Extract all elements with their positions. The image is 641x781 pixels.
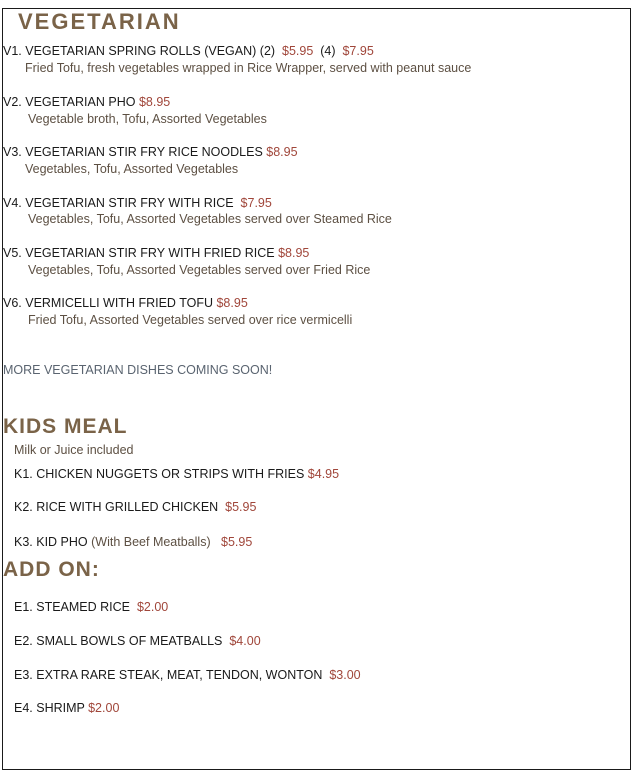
item-note: (With Beef Meatballs) <box>91 535 211 549</box>
menu-item-v3 <box>3 145 298 159</box>
item-price: $4.95 <box>307 467 340 481</box>
item-name: V3. VEGETARIAN STIR FRY RICE NOODLES <box>3 145 263 159</box>
item-name: K3. KID PHO <box>14 535 88 549</box>
menu-item-k2 <box>14 500 256 514</box>
menu-item-e3 <box>14 668 361 682</box>
menu-item-v1 <box>3 44 374 58</box>
section-title-kids-meal: KIDS MEAL <box>3 415 128 438</box>
item-name: V2. VEGETARIAN PHO <box>3 95 136 109</box>
item-description: Vegetables, Tofu, Assorted Vegetables <box>25 162 239 176</box>
section-title-vegetarian: VEGETARIAN <box>18 9 181 34</box>
vegetarian-coming-soon-note: MORE VEGETARIAN DISHES COMING SOON! <box>3 363 273 377</box>
menu-item-k1 <box>14 467 339 481</box>
item-description: Vegetables, Tofu, Assorted Vegetables served over Steamed Rice <box>28 212 392 226</box>
item-name: V5. VEGETARIAN STIR FRY WITH FRIED RICE <box>3 246 275 260</box>
item-price: $4.00 <box>229 634 261 648</box>
item-description: Vegetables, Tofu, Assorted Vegetables served over Fried Rice <box>28 263 371 277</box>
item-price: $5.95 <box>282 44 314 58</box>
item-description: Fried Tofu, fresh vegetables wrapped in Rice Wrapper, served with peanut sauce <box>25 61 472 75</box>
item-price: $2.00 <box>88 701 120 715</box>
item-name: K2. RICE WITH GRILLED CHICKEN <box>14 500 219 514</box>
menu-item-v2 <box>3 95 170 109</box>
kids-meal-subtitle: Milk or Juice included <box>14 443 134 457</box>
item-price: $2.00 <box>136 600 169 614</box>
item-price: $8.95 <box>216 296 248 310</box>
item-name: V1. VEGETARIAN SPRING ROLLS (VEGAN) (2) <box>3 44 276 58</box>
item-price: $5.95 <box>221 535 253 549</box>
menu-item-e4 <box>14 701 119 715</box>
item-name: E4. SHRIMP <box>14 701 85 715</box>
item-description: Vegetable broth, Tofu, Assorted Vegetables <box>28 112 267 126</box>
menu-item-e1 <box>14 600 168 614</box>
item-price: $3.00 <box>329 668 361 682</box>
item-price: $7.95 <box>240 196 272 210</box>
menu-item-k3 <box>14 535 252 549</box>
item-name: E3. EXTRA RARE STEAK, MEAT, TENDON, WONTON <box>14 668 323 682</box>
item-name: E2. SMALL BOWLS OF MEATBALLS <box>14 634 223 648</box>
menu-item-v6 <box>3 296 248 310</box>
item-price: $5.95 <box>225 500 257 514</box>
item-name: K1. CHICKEN NUGGETS OR STRIPS WITH FRIES <box>14 467 305 481</box>
item-description: Fried Tofu, Assorted Vegetables served over rice vermicelli <box>28 313 353 327</box>
item-price: $8.95 <box>266 145 298 159</box>
menu-item-v4 <box>3 196 272 210</box>
menu-item-e2 <box>14 634 261 648</box>
item-price: $8.95 <box>278 246 310 260</box>
item-price: $8.95 <box>138 95 171 109</box>
item-name: V6. VERMICELLI WITH FRIED TOFU <box>3 296 213 310</box>
item-name: E1. STEAMED RICE <box>14 600 130 614</box>
menu-item-v5 <box>3 246 309 260</box>
section-title-add-on: ADD ON: <box>3 558 100 581</box>
item-extra-price: $7.95 <box>342 44 374 58</box>
item-name: V4. VEGETARIAN STIR FRY WITH RICE <box>3 196 234 210</box>
item-extra-size: (4) <box>320 44 336 58</box>
